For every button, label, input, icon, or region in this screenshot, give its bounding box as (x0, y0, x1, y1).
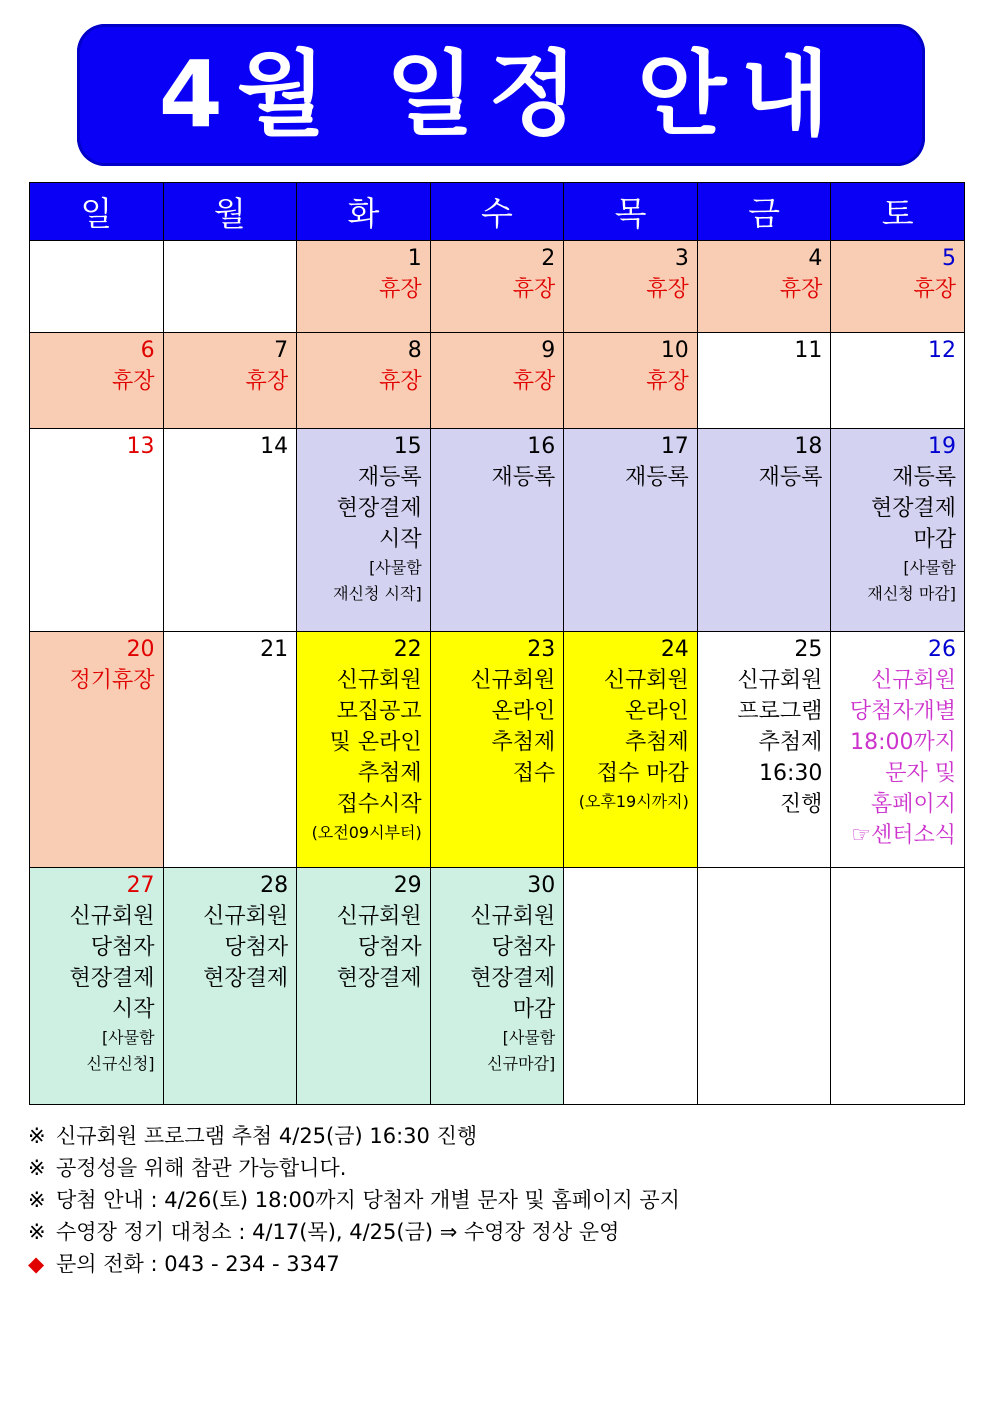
calendar-day-cell (831, 333, 965, 429)
calendar-day-cell (564, 632, 698, 868)
note-item (28, 1120, 968, 1152)
event-text: 신규회원 (737, 668, 823, 693)
calendar-day-cell (163, 333, 297, 429)
calendar-day-cell (163, 429, 297, 632)
calendar-day-cell (30, 868, 164, 1105)
event-text: 문자 및 (885, 761, 956, 786)
weekday-thu: 목 (564, 183, 698, 241)
event-text: 프로그램 (737, 699, 823, 724)
day-number: 1 (407, 246, 422, 271)
event-text: 재등록 (357, 465, 422, 490)
title-banner (77, 24, 925, 166)
calendar-table (29, 182, 965, 1105)
event-text: 신규회원 (203, 904, 289, 929)
event-text: 현장결제 (203, 966, 289, 991)
event-text: 신규회원 (870, 668, 956, 693)
calendar-empty-cell (163, 241, 297, 333)
calendar-day-cell (831, 241, 965, 333)
event-note: 재신청 시작] (333, 584, 422, 603)
calendar-week-row (30, 333, 965, 429)
event-text: 휴장 (646, 277, 689, 302)
calendar-day-cell (297, 241, 431, 333)
day-number: 11 (794, 338, 823, 363)
event-text: 신규회원 (470, 904, 556, 929)
day-number: 29 (393, 873, 422, 898)
weekday-sun: 일 (30, 183, 164, 241)
day-number: 2 (541, 246, 556, 271)
calendar-week-row (30, 241, 965, 333)
event-text: 휴장 (512, 369, 556, 394)
note-text: 수영장 정기 대청소 : 4/17(목), 4/25(금) ⇒ 수영장 정상 운영 (56, 1220, 620, 1244)
calendar-day-cell (163, 632, 297, 868)
event-text: 시작 (112, 997, 155, 1022)
calendar-day-cell (564, 333, 698, 429)
event-text: 신규회원 (69, 904, 155, 929)
day-number: 13 (126, 434, 155, 459)
calendar-day-cell (297, 632, 431, 868)
event-text: 신규회원 (336, 668, 422, 693)
day-number: 5 (942, 246, 956, 271)
note-mark: ※ (28, 1188, 46, 1212)
event-text: 신규회원 (470, 668, 556, 693)
note-text: 신규회원 프로그램 추첨 4/25(금) 16:30 진행 (56, 1124, 478, 1148)
calendar-day-cell (430, 868, 564, 1105)
contact-item (28, 1248, 968, 1280)
calendar-day-cell (697, 632, 831, 868)
day-number: 4 (808, 246, 823, 271)
day-number: 6 (140, 338, 155, 363)
note-mark: ※ (28, 1220, 46, 1244)
calendar-empty-cell (30, 241, 164, 333)
weekday-mon: 월 (163, 183, 297, 241)
calendar-week-row (30, 429, 965, 632)
event-text: 신규회원 (336, 904, 422, 929)
event-text: 모집공고 (336, 699, 422, 724)
event-note: (오전09시부터) (311, 823, 422, 842)
diamond-icon: ◆ (28, 1252, 45, 1276)
note-mark: ※ (28, 1156, 46, 1180)
day-number: 27 (126, 873, 155, 898)
day-number: 18 (794, 434, 823, 459)
day-number: 30 (527, 873, 556, 898)
weekday-fri: 금 (697, 183, 831, 241)
event-note: [사물함 (101, 1028, 155, 1047)
calendar-day-cell (697, 429, 831, 632)
event-note: [사물함 (903, 558, 956, 577)
weekday-tue: 화 (297, 183, 431, 241)
day-number: 23 (527, 637, 556, 662)
event-text: 휴장 (646, 369, 689, 394)
calendar-day-cell (30, 429, 164, 632)
event-text: 휴장 (379, 277, 422, 302)
day-number: 7 (274, 338, 289, 363)
note-mark: ※ (28, 1124, 46, 1148)
event-text: 추첨제 (491, 730, 556, 755)
event-text: 현장결제 (336, 496, 422, 521)
event-text: 18:00까지 (850, 730, 956, 755)
day-number: 26 (928, 637, 956, 662)
note-item (28, 1184, 968, 1216)
event-text: 신규회원 (603, 668, 689, 693)
event-text: 재등록 (892, 465, 956, 490)
event-note: 신규신청] (86, 1054, 155, 1073)
calendar-day-cell (430, 333, 564, 429)
weekday-wed: 수 (430, 183, 564, 241)
weekday-sat: 토 (831, 183, 965, 241)
event-text: 접수시작 (336, 792, 422, 817)
calendar-day-cell (30, 632, 164, 868)
event-text: 휴장 (913, 277, 956, 302)
weekday-header-row (30, 183, 965, 241)
event-text: 현장결제 (870, 496, 956, 521)
event-text: 접수 (512, 761, 556, 786)
day-number: 19 (928, 434, 956, 459)
event-text: 당첨자 (357, 935, 422, 960)
event-note: 신규마감] (487, 1054, 556, 1073)
event-note: [사물함 (369, 558, 422, 577)
event-text: 재등록 (491, 465, 556, 490)
event-text: 마감 (913, 527, 956, 552)
notes-list (28, 1120, 968, 1280)
event-note: (오후19시까지) (578, 792, 689, 811)
calendar-day-cell (430, 632, 564, 868)
event-text: 휴장 (112, 369, 155, 394)
event-text: 당첨자개별 (849, 699, 956, 724)
calendar-empty-cell (831, 868, 965, 1105)
note-item (28, 1216, 968, 1248)
calendar-day-cell (297, 429, 431, 632)
calendar-day-cell (430, 429, 564, 632)
event-text: 현장결제 (69, 966, 155, 991)
day-number: 14 (260, 434, 289, 459)
calendar-day-cell (30, 333, 164, 429)
contact-text: 문의 전화 : 043 - 234 - 3347 (56, 1252, 340, 1276)
calendar-day-cell (163, 868, 297, 1105)
calendar-day-cell (564, 241, 698, 333)
event-text: 당첨자 (224, 935, 289, 960)
day-number: 9 (541, 338, 556, 363)
event-text: 및 온라인 (329, 730, 422, 755)
page-title: 4월 일정 안내 (158, 41, 844, 148)
event-note: [사물함 (502, 1028, 556, 1047)
event-text: 휴장 (779, 277, 823, 302)
calendar-day-cell (430, 241, 564, 333)
event-text: 당첨자 (90, 935, 155, 960)
event-text: 16:30 (758, 761, 823, 786)
calendar-day-cell (297, 333, 431, 429)
calendar-day-cell (697, 333, 831, 429)
event-text: 시작 (379, 527, 422, 552)
event-text: 재등록 (625, 465, 689, 490)
day-number: 15 (393, 434, 422, 459)
note-text: 당첨 안내 : 4/26(토) 18:00까지 당첨자 개별 문자 및 홈페이지 공지 (56, 1188, 680, 1212)
event-text: 재등록 (758, 465, 823, 490)
event-text: 온라인 (491, 699, 556, 724)
event-text: 휴장 (512, 277, 556, 302)
calendar-week-row (30, 868, 965, 1105)
calendar-day-cell (831, 429, 965, 632)
day-number: 16 (527, 434, 556, 459)
event-note: 재신청 마감] (867, 584, 956, 603)
day-number: 8 (407, 338, 422, 363)
calendar-day-cell (831, 632, 965, 868)
event-text: 휴장 (245, 369, 289, 394)
day-number: 3 (674, 246, 689, 271)
calendar-empty-cell (697, 868, 831, 1105)
day-number: 17 (660, 434, 689, 459)
event-text: 홈페이지 (870, 792, 956, 817)
note-text: 공정성을 위해 참관 가능합니다. (56, 1156, 347, 1180)
event-text: 추첨제 (625, 730, 689, 755)
event-text: ☞센터소식 (851, 823, 956, 848)
day-number: 28 (260, 873, 289, 898)
day-number: 20 (126, 637, 155, 662)
event-text: 휴장 (379, 369, 422, 394)
note-item (28, 1152, 968, 1184)
calendar-empty-cell (564, 868, 698, 1105)
day-number: 24 (660, 637, 689, 662)
event-text: 마감 (512, 997, 556, 1022)
event-text: 온라인 (625, 699, 689, 724)
calendar-week-row (30, 632, 965, 868)
event-text: 현장결제 (470, 966, 556, 991)
calendar-day-cell (697, 241, 831, 333)
event-text: 추첨제 (758, 730, 823, 755)
event-text: 진행 (779, 792, 823, 817)
calendar-day-cell (564, 429, 698, 632)
event-text: 현장결제 (336, 966, 422, 991)
day-number: 10 (660, 338, 689, 363)
day-number: 21 (260, 637, 289, 662)
event-text: 당첨자 (491, 935, 556, 960)
event-text: 정기휴장 (69, 668, 155, 693)
day-number: 12 (928, 338, 956, 363)
calendar-day-cell (297, 868, 431, 1105)
event-text: 추첨제 (357, 761, 422, 786)
day-number: 25 (794, 637, 823, 662)
day-number: 22 (393, 637, 422, 662)
event-text: 접수 마감 (596, 761, 689, 786)
